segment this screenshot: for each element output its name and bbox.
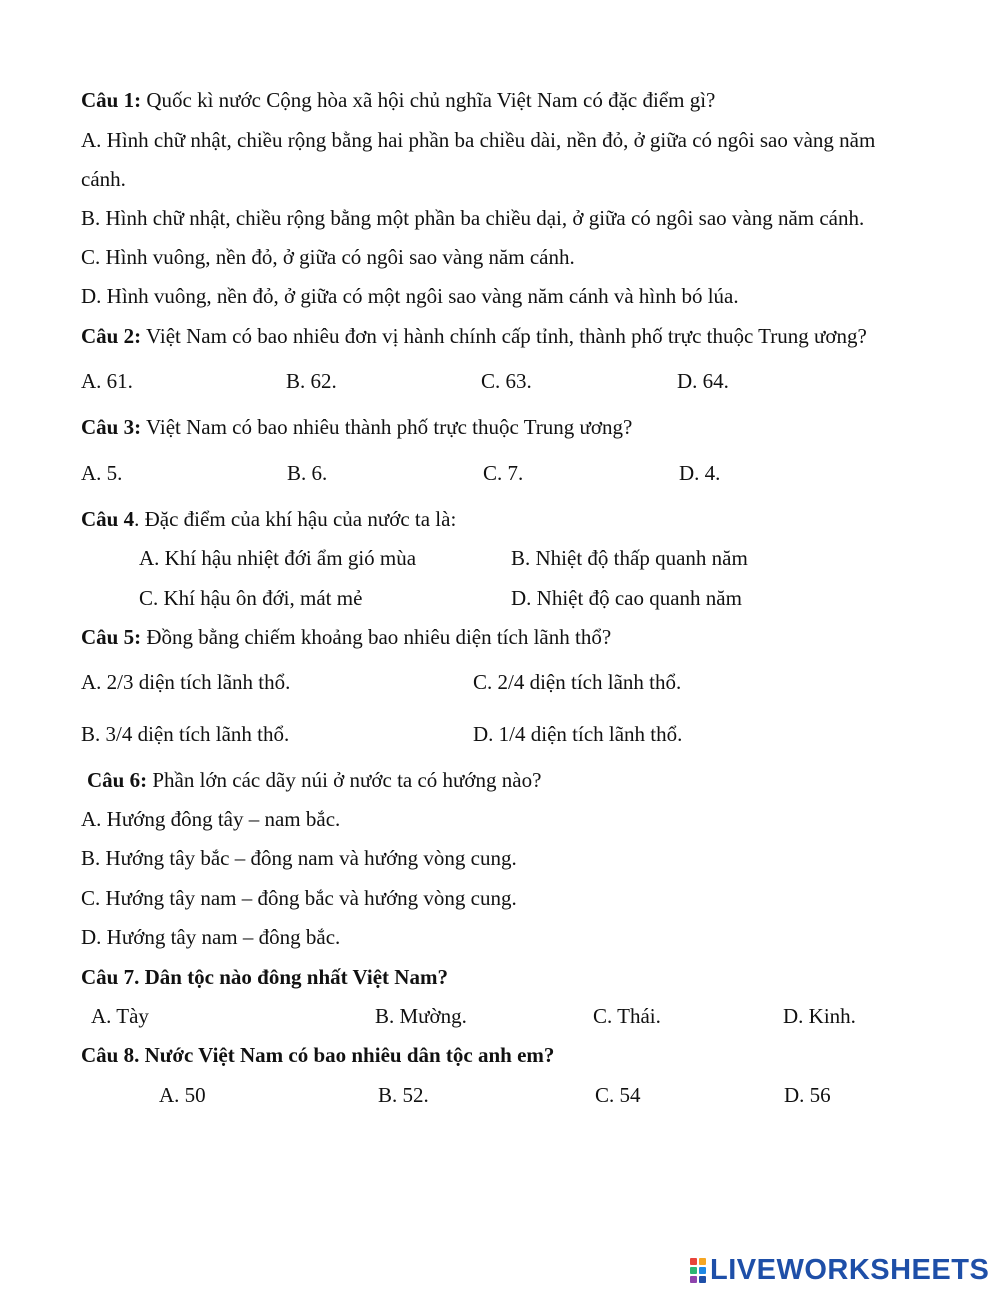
question-text: . Đặc điểm của khí hậu của nước ta là: bbox=[134, 507, 457, 531]
question-label: Câu 2: bbox=[81, 324, 142, 348]
question-label: Câu 8. Nước Việt Nam có bao nhiêu dân tộc anh em? bbox=[81, 1043, 555, 1067]
question-8 bbox=[81, 1043, 554, 1067]
option-a: A. Tày bbox=[91, 1004, 149, 1028]
logo-square bbox=[699, 1276, 706, 1283]
logo-mark-icon bbox=[690, 1258, 706, 1283]
option-a: A. 2/3 diện tích lãnh thổ. bbox=[81, 670, 291, 694]
option-b: B. 62. bbox=[286, 369, 337, 393]
option-c: C. Khí hậu ôn đới, mát mẻ bbox=[139, 586, 363, 610]
option-b: B. 6. bbox=[287, 461, 328, 485]
option-a: A. 61. bbox=[81, 369, 133, 393]
logo-square bbox=[699, 1258, 706, 1265]
question-7 bbox=[81, 965, 448, 989]
option-d: D. 4. bbox=[679, 461, 721, 485]
question-text: Việt Nam có bao nhiêu đơn vị hành chính cấp tỉnh, thành phố trực thuộc Trung ương? bbox=[141, 324, 867, 348]
logo-square bbox=[690, 1267, 697, 1274]
option-c: C. Thái. bbox=[593, 1004, 661, 1028]
option-d: D. Nhiệt độ cao quanh năm bbox=[511, 586, 742, 610]
option-d: D. Hình vuông, nền đỏ, ở giữa có một ngôi sao vàng năm cánh và hình bó lúa. bbox=[81, 284, 739, 308]
question-text: Quốc kì nước Cộng hòa xã hội chủ nghĩa Việt Nam có đặc điểm gì? bbox=[141, 88, 716, 112]
logo-square bbox=[699, 1267, 706, 1274]
option-c: C. 2/4 diện tích lãnh thổ. bbox=[473, 670, 682, 694]
option-a-cont: cánh. bbox=[81, 167, 126, 191]
option-c: C. Hình vuông, nền đỏ, ở giữa có ngôi sao vàng năm cánh. bbox=[81, 245, 575, 269]
question-label: Câu 1: bbox=[81, 88, 142, 112]
question-text: Phần lớn các dãy núi ở nước ta có hướng nào? bbox=[147, 768, 542, 792]
question-4 bbox=[81, 507, 456, 531]
question-label: Câu 3: bbox=[81, 415, 142, 439]
option-b: B. Mường. bbox=[375, 1004, 467, 1028]
logo-square bbox=[690, 1276, 697, 1283]
option-a: A. Hướng đông tây – nam bắc. bbox=[81, 807, 341, 831]
option-b: B. 52. bbox=[378, 1083, 429, 1107]
option-c: C. Hướng tây nam – đông bắc và hướng vòng cung. bbox=[81, 886, 517, 910]
question-1 bbox=[81, 88, 715, 112]
option-d: D. Hướng tây nam – đông bắc. bbox=[81, 925, 341, 949]
option-d: D. 1/4 diện tích lãnh thổ. bbox=[473, 722, 683, 746]
question-2 bbox=[81, 324, 867, 348]
option-b: B. Hướng tây bắc – đông nam và hướng vòng cung. bbox=[81, 846, 517, 870]
option-a: A. Khí hậu nhiệt đới ẩm gió mùa bbox=[139, 546, 417, 570]
question-3 bbox=[81, 415, 632, 439]
question-text: Đồng bằng chiếm khoảng bao nhiêu diện tích lãnh thổ? bbox=[141, 625, 612, 649]
option-b: B. 3/4 diện tích lãnh thổ. bbox=[81, 722, 290, 746]
question-label: Câu 4 bbox=[81, 507, 135, 531]
logo-text: LIVEWORKSHEETS bbox=[710, 1253, 990, 1286]
option-a: A. 50 bbox=[159, 1083, 206, 1107]
question-text: Việt Nam có bao nhiêu thành phố trực thuộc Trung ương? bbox=[141, 415, 633, 439]
option-c: C. 7. bbox=[483, 461, 524, 485]
option-a: A. 5. bbox=[81, 461, 123, 485]
option-a: A. Hình chữ nhật, chiều rộng bằng hai phần ba chiều dài, nền đỏ, ở giữa có ngôi sao vàng năm bbox=[81, 128, 876, 152]
question-label: Câu 6: bbox=[87, 768, 148, 792]
option-b: B. Hình chữ nhật, chiều rộng bằng một phần ba chiều dại, ở giữa có ngôi sao vàng năm cánh. bbox=[81, 206, 865, 230]
logo-square bbox=[690, 1258, 697, 1265]
option-d: D. 56 bbox=[784, 1083, 831, 1107]
question-label: Câu 7. Dân tộc nào đông nhất Việt Nam? bbox=[81, 965, 448, 989]
liveworksheets-logo bbox=[690, 1254, 989, 1286]
question-5 bbox=[81, 625, 611, 649]
question-6 bbox=[87, 768, 541, 792]
question-label: Câu 5: bbox=[81, 625, 142, 649]
option-b: B. Nhiệt độ thấp quanh năm bbox=[511, 546, 748, 570]
option-d: D. Kinh. bbox=[783, 1004, 856, 1028]
option-c: C. 63. bbox=[481, 369, 532, 393]
option-c: C. 54 bbox=[595, 1083, 641, 1107]
option-d: D. 64. bbox=[677, 369, 729, 393]
